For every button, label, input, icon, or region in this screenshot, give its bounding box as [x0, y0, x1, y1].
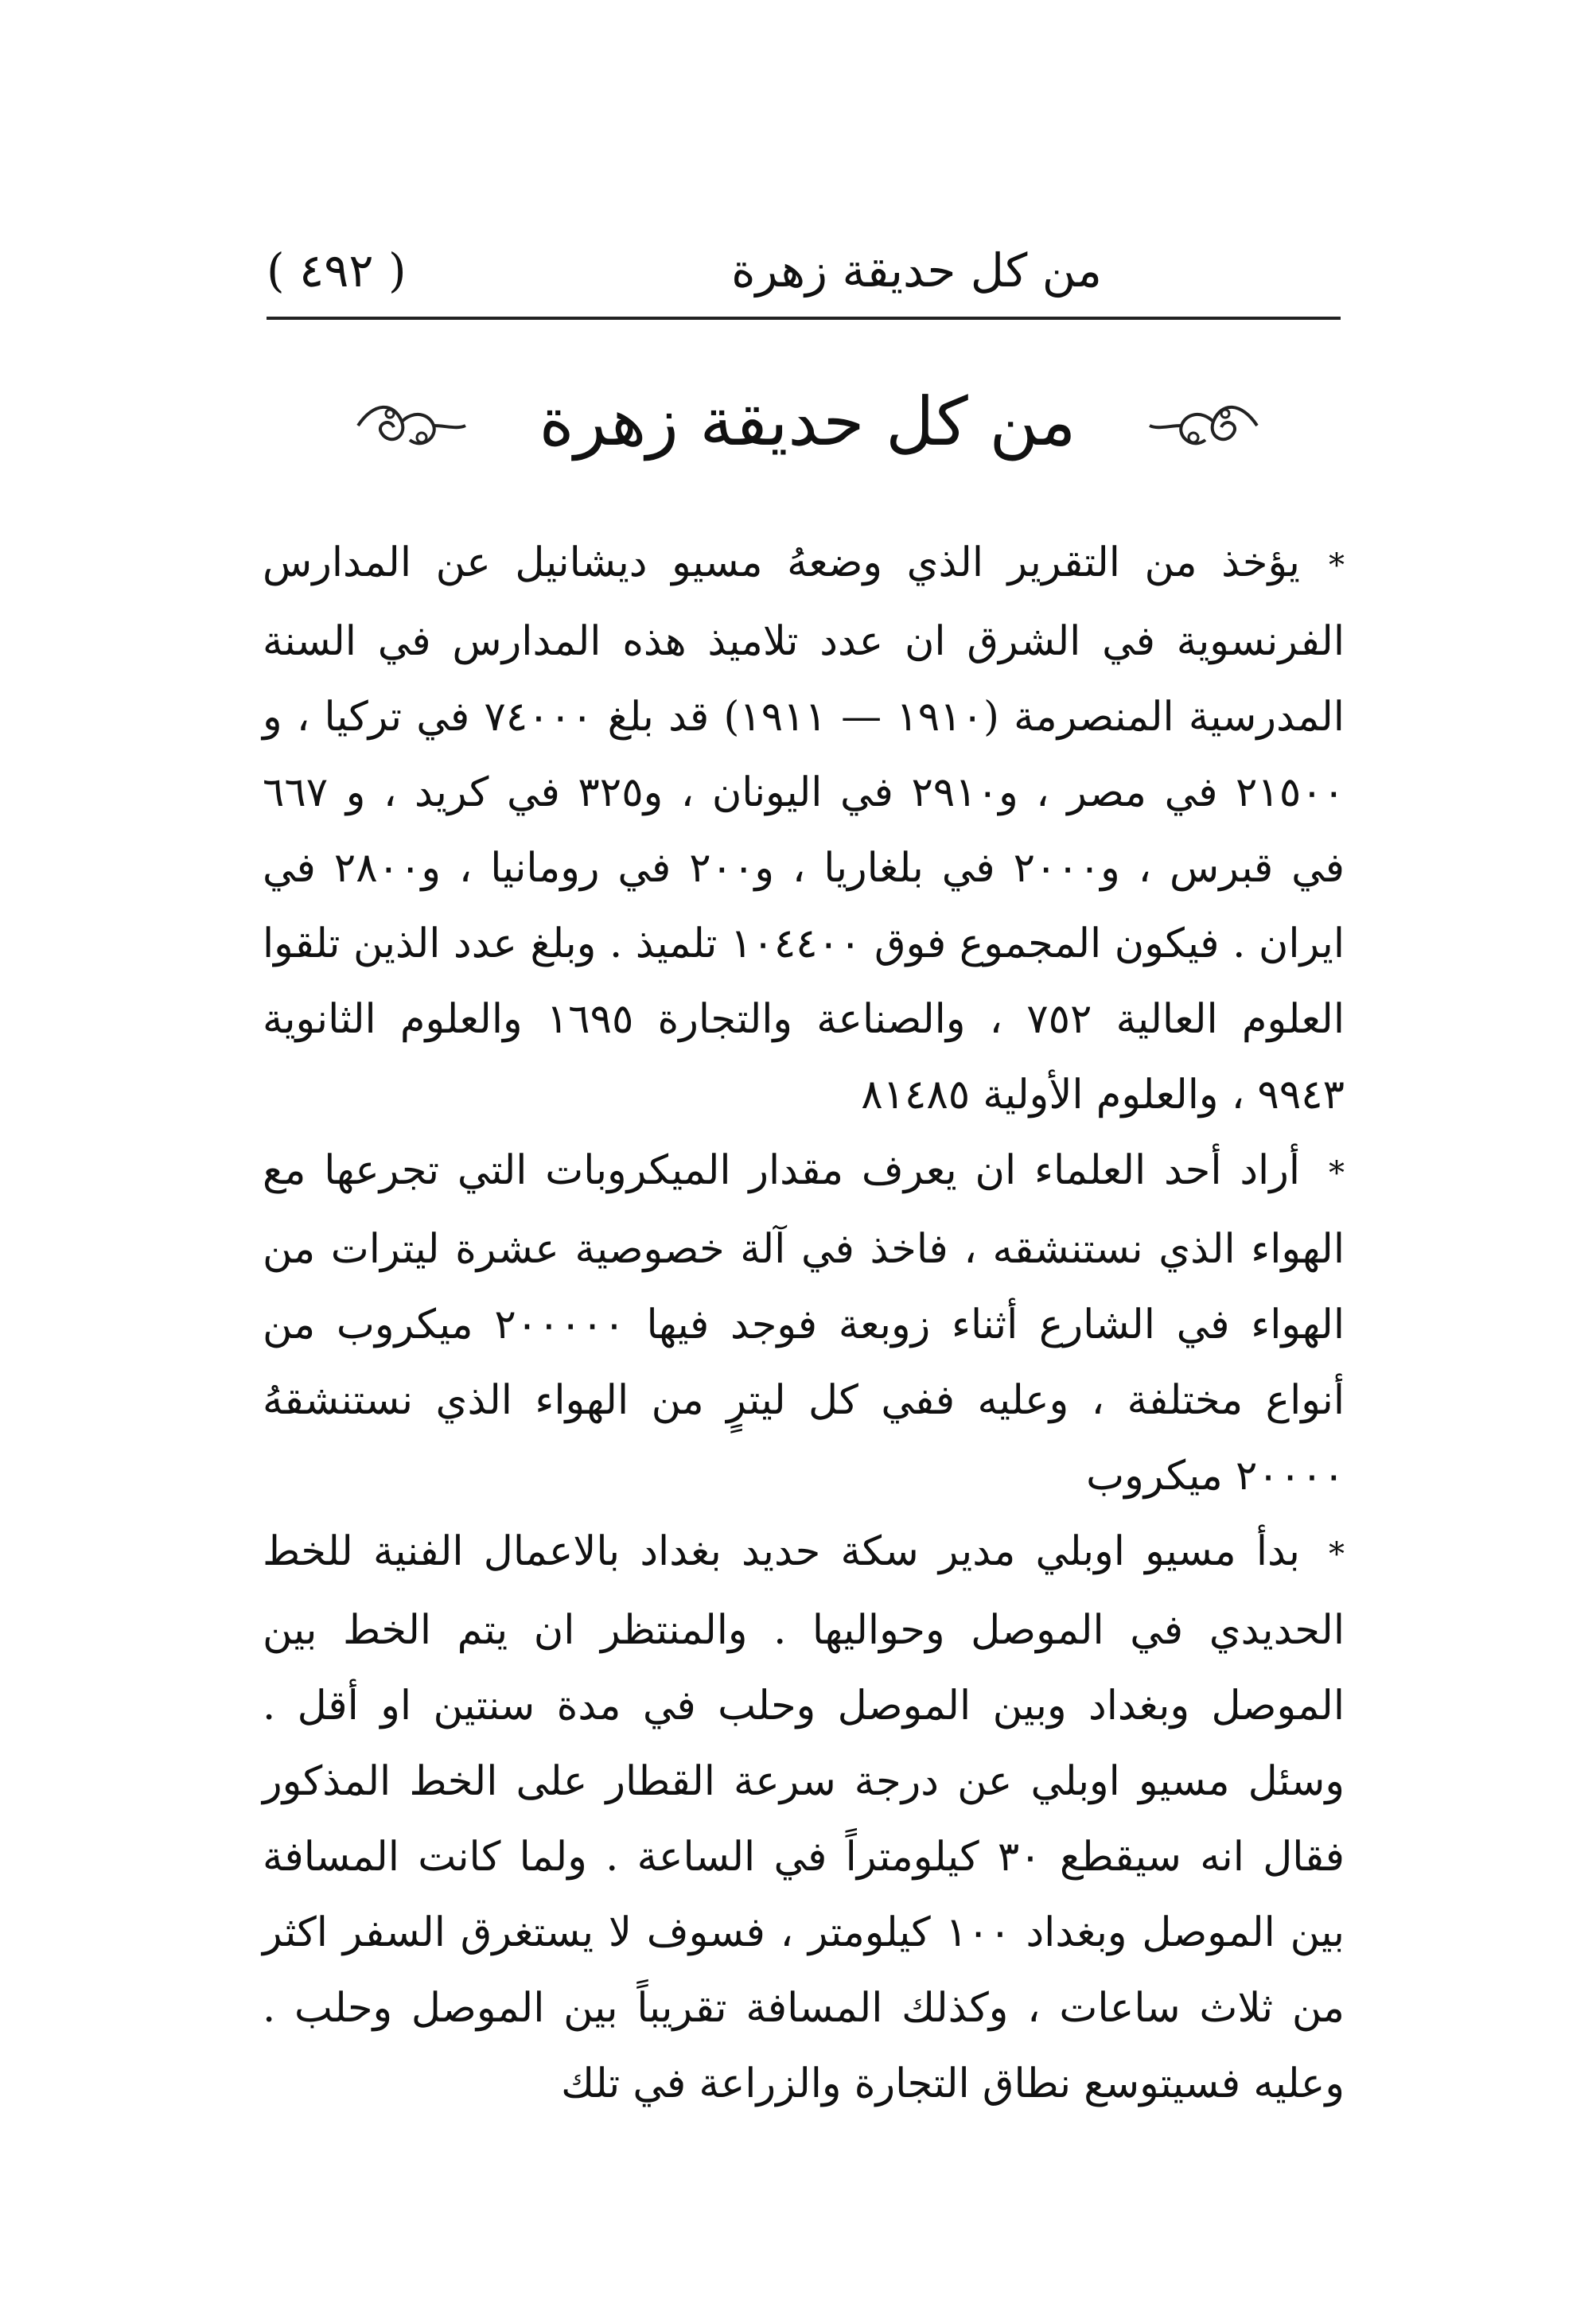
paragraph-text: بدأ مسيو اوبلي مدير سكة حديد بغداد بالاعمال الفنية للخط الحديدي في الموصل وحواليها . والمنتظر ان يتم الخط بين الموصل وبغداد وبين الموصل وحلب في مدة سنتين او أقل . وسئل مسيو اوبلي عن درجة سرعة القطار على الخط المذكور فقال انه سيقطع ٣٠ كيلومتراً في الساعة . ولما كانت المسافة بين الموصل وبغداد ١٠٠ كيلومتر ، فسوف لا يستغرق السفر اكثر من ثلاث ساعات ، وكذلك المسافة تقريباً بين الموصل وحلب . وعليه فسيتوسع نطاق التجارة والزراعة في تلك	[263, 1528, 1345, 2107]
page-number: ( ٤٩٢ )	[267, 243, 407, 298]
ornament-flourish-icon	[350, 394, 469, 457]
section-heading	[350, 362, 1265, 481]
paragraph-text: يؤخذ من التقرير الذي وضعهُ مسيو ديشانيل عن المدارس الفرنسوية في الشرق ان عدد تلاميذ هذه المدارس في السنة المدرسية المنصرمة (١٩١٠ — ١٩١١) قد بلغ ٧٤٠٠٠ في تركيا ، و ٢١٥٠٠ في مصر ، و٢٩١٠ في اليونان ، و٣٢٥ في كريد ، و ٦٦٧ في قبرس ، و٢٠٠٠ في بلغاريا ، و٢٠٠ في رومانيا ، و٢٨٠٠ في ايران . فيكون المجموع فوق ١٠٤٤٠٠ تلميذ . وبلغ عدد الذين تلقوا العلوم العالية ٧٥٢ ، والصناعة والتجارة ١٦٩٥ والعلوم الثانوية ٩٩٤٣ ، والعلوم الأولية ٨١٤٨٥	[263, 539, 1345, 1119]
paragraph-bullet: *	[1329, 1536, 1345, 1573]
paragraph-bullet: *	[1329, 547, 1345, 584]
section-title: من كل حديقة زهرة	[539, 383, 1076, 461]
running-header	[267, 231, 1341, 310]
body-text	[263, 525, 1345, 2122]
running-title: من كل حديقة زهرة	[731, 243, 1102, 298]
paragraph	[263, 1133, 1345, 1514]
paragraph-bullet: *	[1329, 1155, 1345, 1192]
paragraph-text: أراد أحد العلماء ان يعرف مقدار الميكروبات التي تجرعها مع الهواء الذي نستنشقه ، فاخذ في آلة خصوصية عشرة ليترات من الهواء في الشارع أثناء زوبعة فوجد فيها ٢٠٠٠٠٠ ميكروب من أنواع مختلفة ، وعليه ففي كل ليترٍ من الهواء الذي نستنشقهُ ٢٠٠٠٠ ميكروب	[263, 1147, 1345, 1500]
header-rule	[267, 317, 1341, 320]
paragraph	[263, 1514, 1345, 2122]
paragraph	[263, 525, 1345, 1133]
